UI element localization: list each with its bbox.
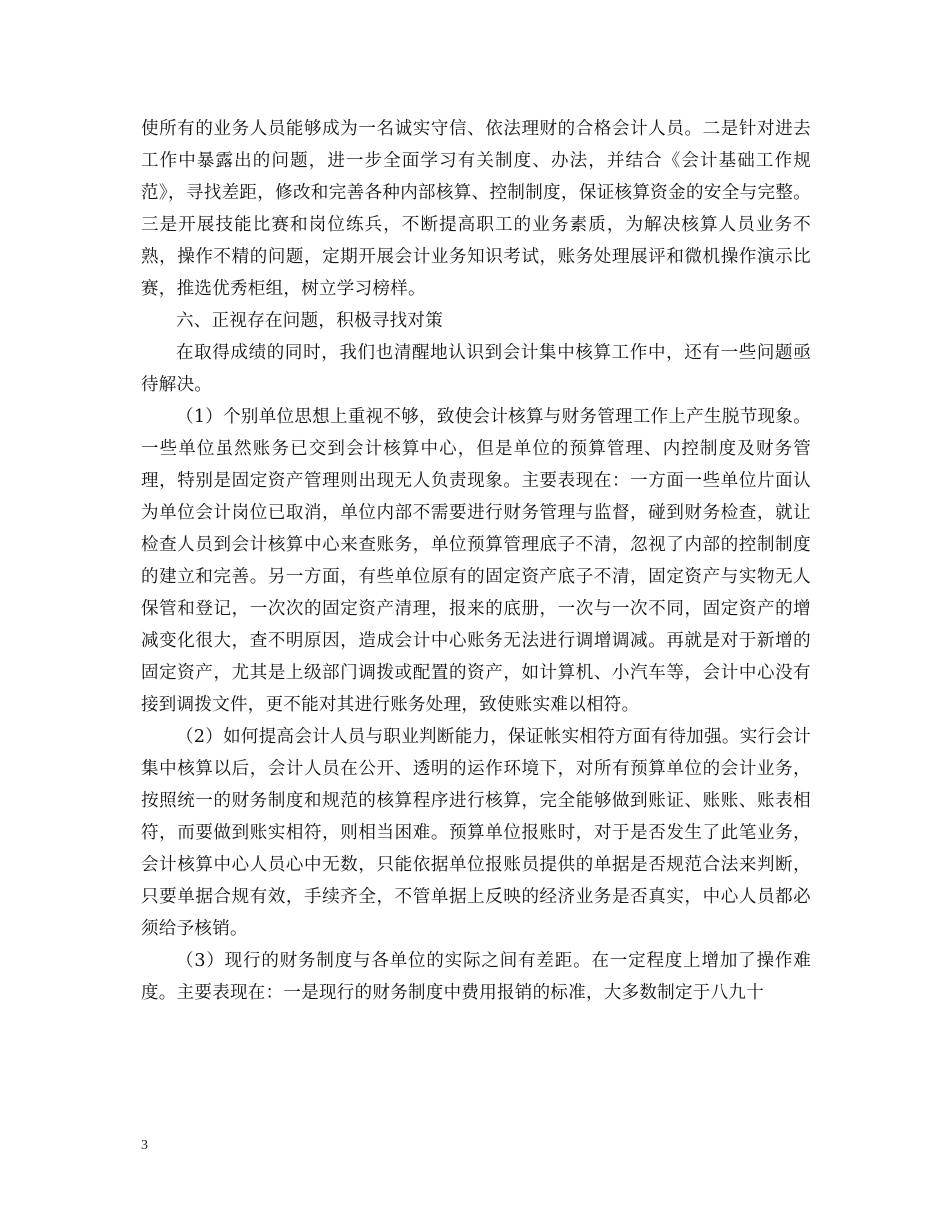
section-heading: 六、正视存在问题，积极寻找对策 <box>176 311 443 331</box>
document-body <box>141 113 811 1009</box>
page-number: 3 <box>141 1138 148 1153</box>
paragraph-item-3: （3）现行的财务制度与各单位的实际之间有差距。在一定程度上增加了操作难度。主要表现在：一是现行的财务制度中费用报销的标准，大多数制定于八九十 <box>141 951 811 1003</box>
paragraph-item-2: （2）如何提高会计人员与职业判断能力，保证帐实相符方面有待加强。实行会计集中核算以后，会计人员在公开、透明的运作环境下，对所有预算单位的会计业务，按照统一的财务制度和规范的核算程序进行核算，完全能够做到账证、账账、账表相符，而要做到账实相符，则相当困难。预算单位报账时，对于是否发生了此笔业务，会计核算中心人员心中无数，只能依据单位报账员提供的单据是否规范合法来判断，只要单据合规有效，手续齐全，不管单据上反映的经济业务是否真实，中心人员都必须给予核销。 <box>141 727 811 939</box>
paragraph-item-1: （1）个别单位思想上重视不够，致使会计核算与财务管理工作上产生脱节现象。一些单位虽然账务已交到会计核算中心，但是单位的预算管理、内控制度及财务管理，特别是固定资产管理则出现无人负责现象。主要表现在：一方面一些单位片面认为单位会计岗位已取消，单位内部不需要进行财务管理与监督，碰到财务检查，就让检查人员到会计核算中心来查账务，单位预算管理底子不清，忽视了内部的控制制度的建立和完善。另一方面，有些单位原有的固定资产底子不清，固定资产与实物无人保管和登记，一次次的固定资产清理，报来的底册，一次与一次不同，固定资产的增减变化很大，查不明原因，造成会计中心账务无法进行调增调减。再就是对于新增的固定资产，尤其是上级部门调拨或配置的资产，如计算机、小汽车等，会计中心没有接到调拨文件，更不能对其进行账务处理，致使账实难以相符。 <box>141 407 811 715</box>
paragraph-continuation: 使所有的业务人员能够成为一名诚实守信、依法理财的合格会计人员。二是针对进去工作中暴露出的问题，进一步全面学习有关制度、办法，并结合《会计基础工作规范》，寻找差距，修改和完善各种内部核算、控制制度，保证核算资金的安全与完整。三是开展技能比赛和岗位练兵，不断提高职工的业务素质，为解决核算人员业务不熟，操作不精的问题，定期开展会计业务知识考试，账务处理展评和微机操作演示比赛，推选优秀柜组，树立学习榜样。 <box>141 119 811 299</box>
paragraph-intro: 在取得成绩的同时，我们也清醒地认识到会计集中核算工作中，还有一些问题亟待解决。 <box>141 343 811 395</box>
